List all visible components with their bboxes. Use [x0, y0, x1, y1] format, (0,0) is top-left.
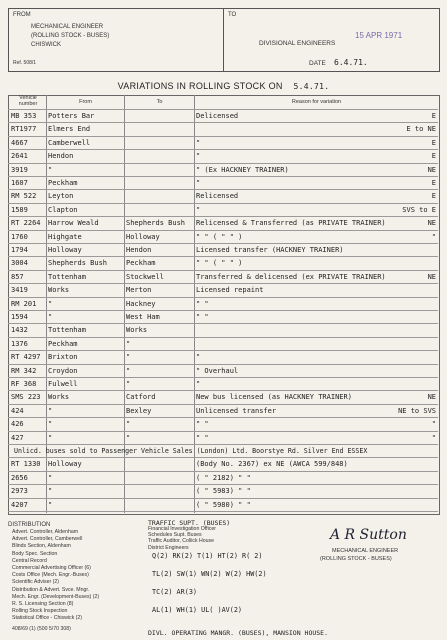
vehicle-number: RT 2264 — [11, 219, 41, 228]
vehicle-number: 2656 — [11, 473, 28, 482]
reason-text: Licensed transfer (HACKNEY TRAINER) — [196, 246, 344, 254]
vehicle-number: 427 — [11, 433, 24, 442]
reason-text: " " ( " " ) — [196, 232, 243, 241]
distribution-item: Commercial Advertising Officer (6) — [12, 565, 91, 571]
table-row — [8, 203, 438, 217]
to-depot: Hendon — [126, 246, 152, 254]
reason-text: Unlicensed transfer — [196, 406, 277, 415]
table-row — [8, 216, 438, 230]
from-label: FROM — [13, 12, 31, 18]
middle-item: Schedules Supt. Buses — [148, 532, 202, 539]
from-depot: Potters Bar — [48, 112, 95, 120]
reason-text: New bus licensed (as HACKNEY TRAINER) — [196, 393, 352, 402]
vehicle-number: 1607 — [11, 179, 28, 187]
table-row — [8, 230, 438, 244]
ref-number: Ref. 508/1 — [13, 60, 37, 66]
vehicle-number: RT 4297 — [11, 353, 41, 362]
table-row — [8, 323, 438, 337]
reason-text: Delicensed — [196, 112, 239, 120]
distribution-item: Distribution & Advert. Svce. Mngr. — [12, 586, 90, 593]
to-depot: " — [126, 380, 131, 388]
to-depot: Catford — [126, 393, 156, 402]
to-depot: Merton — [126, 286, 152, 295]
distribution-item: Scientific Adviser (2) — [12, 579, 59, 586]
reason-text: Licensed repaint — [196, 286, 264, 295]
reason-text: ( " 5983) " " — [196, 487, 251, 496]
status-mark: " — [431, 433, 436, 442]
reason-text: Relicensed — [196, 192, 239, 201]
table-row — [8, 270, 438, 284]
status-mark: SVS to E — [402, 205, 436, 214]
column-header-to: To — [156, 99, 163, 105]
distribution-footer: 408/69 (1) (500 5/70 308) — [12, 626, 71, 632]
status-mark: NE — [427, 219, 436, 228]
from-depot: Hendon — [48, 152, 74, 161]
from-depot: " — [48, 433, 53, 442]
distribution-item: R. S. Licensing Section (8) — [12, 601, 74, 607]
column-header-from: From — [79, 99, 92, 105]
title-text: VARIATIONS IN ROLLING STOCK ON — [117, 81, 283, 91]
from-depot: Elmers End — [48, 125, 91, 134]
to-depot: " — [126, 420, 131, 429]
page-title — [0, 81, 447, 91]
table-row — [8, 109, 438, 123]
vehicle-number: 1794 — [11, 246, 28, 254]
vehicle-number: 424 — [11, 406, 24, 415]
to-depot: Holloway — [126, 232, 160, 241]
vehicle-number: SMS 223 — [11, 393, 41, 402]
to-depot: " — [126, 433, 131, 442]
distribution-item: Rolling Stock Inspection — [12, 608, 68, 615]
from-depot: " — [48, 473, 53, 482]
from-depot: Shepherds Bush — [48, 259, 108, 268]
table-row — [8, 404, 438, 418]
column-header-vehicle: Vehicle number — [18, 95, 38, 107]
status-mark: E — [431, 192, 436, 201]
traffic-code-line: AL(1) WH(1) UL( )AV(2) — [152, 606, 243, 614]
traffic-code-line: TL(2) SW(1) WN(2) W(2) HW(2) — [152, 570, 267, 578]
to-depot: Peckham — [126, 259, 156, 268]
to-depot: " — [126, 366, 131, 375]
traffic-code-line: Q(2) RK(2) T(1) HT(2) R( 2) — [152, 552, 263, 560]
header-box — [8, 8, 440, 72]
reason-text: ( " 5980) " " — [196, 500, 251, 509]
middle-item: District Engineers — [148, 544, 189, 551]
distribution-item: Statistical Office - Chiswick (2) — [12, 615, 82, 622]
from-depot: Holloway — [48, 460, 82, 469]
vehicle-number: 2973 — [11, 487, 28, 496]
distribution-item: Blinds Section, Aldenham — [12, 543, 71, 550]
from-depot: Leyton — [48, 192, 74, 201]
reason-text: (Body No. 2367) ex NE (AWCA 599/848) — [196, 460, 348, 469]
status-mark: " — [431, 420, 436, 429]
vehicle-number: 4667 — [11, 138, 28, 147]
to-depot: Shepherds Bush — [126, 219, 186, 228]
vehicle-number: RT1977 — [11, 125, 37, 134]
status-mark: E — [431, 138, 436, 147]
date-label: DATE — [309, 60, 326, 67]
vehicle-number: 1432 — [11, 326, 28, 335]
from-depot: " — [48, 406, 53, 415]
from-depot: " — [48, 500, 53, 509]
vehicle-number: 3419 — [11, 286, 28, 295]
table-row — [8, 337, 438, 351]
to-depot: Works — [126, 326, 148, 335]
to-depot: West Ham — [126, 313, 160, 321]
vehicle-number: 1760 — [11, 232, 28, 241]
table-row — [8, 176, 438, 190]
status-mark: NE — [427, 393, 436, 402]
row-line — [8, 511, 438, 512]
from-depot: Highgate — [48, 232, 82, 241]
received-stamp: 15 APR 1971 — [355, 31, 403, 40]
from-depot: Clapton — [48, 205, 78, 214]
from-depot: Camberwell — [48, 138, 91, 147]
table-row — [8, 256, 438, 270]
status-mark: E — [431, 112, 436, 120]
vehicle-number: RM 201 — [11, 299, 37, 308]
vehicle-number: RM 522 — [11, 192, 37, 201]
to-depot: Stockwell — [126, 272, 164, 281]
from-depot: " — [48, 420, 53, 429]
to-value: DIVISIONAL ENGINEERS — [259, 40, 336, 47]
from-depot: " — [48, 165, 53, 174]
from-depot: Croydon — [48, 366, 78, 375]
table-row — [8, 431, 438, 445]
vehicle-number: 3919 — [11, 165, 28, 174]
from-depot: Works — [48, 286, 70, 295]
signature-title-1: MECHANICAL ENGINEER — [332, 548, 399, 554]
table-row — [8, 310, 438, 324]
distribution-item: Advert. Controller, Aldenham — [12, 529, 79, 535]
status-mark: E to NE — [406, 125, 436, 134]
to-depot: " — [126, 339, 131, 348]
table-row — [8, 149, 438, 163]
table-row — [8, 471, 438, 485]
vehicle-number: RM 342 — [11, 366, 37, 375]
reason-text: Transferred & delicensed (ex PRIVATE TRAINER) — [196, 272, 386, 281]
vehicle-number: RT 1330 — [11, 460, 41, 469]
reason-text: " " — [196, 420, 209, 429]
table-row — [8, 444, 438, 458]
table-row — [8, 350, 438, 364]
reason-text: Relicensed & Transferred (as PRIVATE TRAINER) — [196, 219, 386, 228]
from-depot: " — [48, 487, 53, 496]
status-mark: NE to SVS — [398, 406, 436, 415]
reason-text: ( " 2182) " " — [196, 473, 251, 482]
distribution-item: Central Record — [12, 557, 47, 564]
reason-text: " — [196, 179, 201, 187]
reason-text: " — [196, 353, 201, 362]
traffic-code-line: TC(2) AR(3) — [152, 588, 198, 596]
table-row — [8, 484, 438, 498]
from-line-2: (ROLLING STOCK - BUSES) — [31, 33, 110, 39]
distribution-item: Body Spec. Section — [12, 550, 58, 557]
reason-text: " — [196, 205, 201, 214]
date-value: 6.4.71. — [334, 58, 368, 67]
note-text: Unlicd. buses sold to Passenger Vehicle Sales (London) Ltd. Boorstye Rd. Silver End ESSEX — [14, 447, 368, 455]
from-depot: Fulwell — [48, 380, 78, 388]
table-row — [8, 297, 438, 311]
from-depot: Tottenham — [48, 326, 86, 335]
signature: A R Sutton — [330, 527, 407, 543]
reason-text: " " — [196, 299, 209, 308]
vehicle-number: 1594 — [11, 313, 28, 321]
from-depot: Peckham — [48, 179, 78, 187]
table-row — [8, 498, 438, 512]
reason-text: " — [196, 152, 201, 161]
distribution-item: Mech. Engr. (Development-Buses) (2) — [12, 593, 100, 600]
to-depot: Bexley — [126, 406, 152, 415]
reason-text: " (Ex HACKNEY TRAINER) — [196, 165, 289, 174]
table-row — [8, 136, 438, 150]
vehicle-number: 4207 — [11, 500, 28, 509]
from-depot: Peckham — [48, 339, 78, 348]
title-date: 5.4.71. — [293, 82, 330, 91]
vehicle-number: 3004 — [11, 259, 28, 268]
table-row — [8, 377, 438, 391]
vehicle-number: RF 368 — [11, 380, 37, 388]
reason-text: " — [196, 138, 201, 147]
reason-text: " " — [196, 433, 209, 442]
middle-item: Financial Investigation Officer — [148, 526, 216, 532]
distribution-item: Costs Office (Mech. Engr.-Buses) — [12, 572, 89, 579]
table-row — [8, 283, 438, 297]
table-row — [8, 243, 438, 257]
to-depot: Hackney — [126, 299, 156, 308]
table-row — [8, 417, 438, 431]
table-row — [8, 163, 438, 177]
from-line-3: CHISWICK — [31, 42, 61, 48]
table-row — [8, 364, 438, 378]
header-divider — [223, 9, 224, 71]
status-mark: E — [431, 152, 436, 161]
reason-text: " Overhaul — [196, 366, 239, 375]
column-header-reason: Reason for variation — [291, 99, 342, 105]
signature-title-2: (ROLLING STOCK - BUSES) — [320, 556, 392, 562]
status-mark: NE — [427, 272, 436, 281]
reason-text: " — [196, 380, 201, 388]
to-label: TO — [228, 12, 237, 18]
status-mark: NE — [427, 165, 436, 174]
vehicle-number: 2641 — [11, 152, 28, 161]
from-depot: Tottenham — [48, 272, 86, 281]
from-depot: " — [48, 299, 53, 308]
reason-text: " " ( " " ) — [196, 259, 243, 268]
table-row — [8, 457, 438, 471]
vehicle-number: 1589 — [11, 205, 28, 214]
vehicle-number: 426 — [11, 420, 24, 429]
to-depot: " — [126, 353, 131, 362]
vehicle-number: 1376 — [11, 339, 28, 348]
from-depot: Works — [48, 393, 70, 402]
from-depot: " — [48, 313, 53, 321]
reason-text: " " — [196, 313, 209, 321]
vehicle-number: MB 353 — [11, 112, 37, 120]
status-mark: E — [431, 179, 436, 187]
distribution-item: Advert. Controller, Camberwell — [12, 536, 83, 543]
table-row — [8, 390, 438, 404]
status-mark: " — [431, 232, 436, 241]
distribution-heading: DISTRIBUTION — [8, 522, 51, 528]
vehicle-number: 857 — [11, 272, 24, 281]
from-line-1: MECHANICAL ENGINEER — [31, 24, 104, 30]
divl-operating: DIVL. OPERATING MANGR. (BUSES), MANSION HOUSE. — [148, 629, 329, 637]
traffic-supt: TRAFFIC SUPT. (BUSES) — [148, 519, 231, 527]
table-row — [8, 189, 438, 203]
middle-item: Traffic Auditor, Collick House — [148, 538, 215, 545]
from-depot: Holloway — [48, 246, 82, 254]
from-depot: Brixton — [48, 353, 78, 362]
from-depot: Harrow Weald — [48, 219, 99, 228]
table-row — [8, 122, 438, 136]
